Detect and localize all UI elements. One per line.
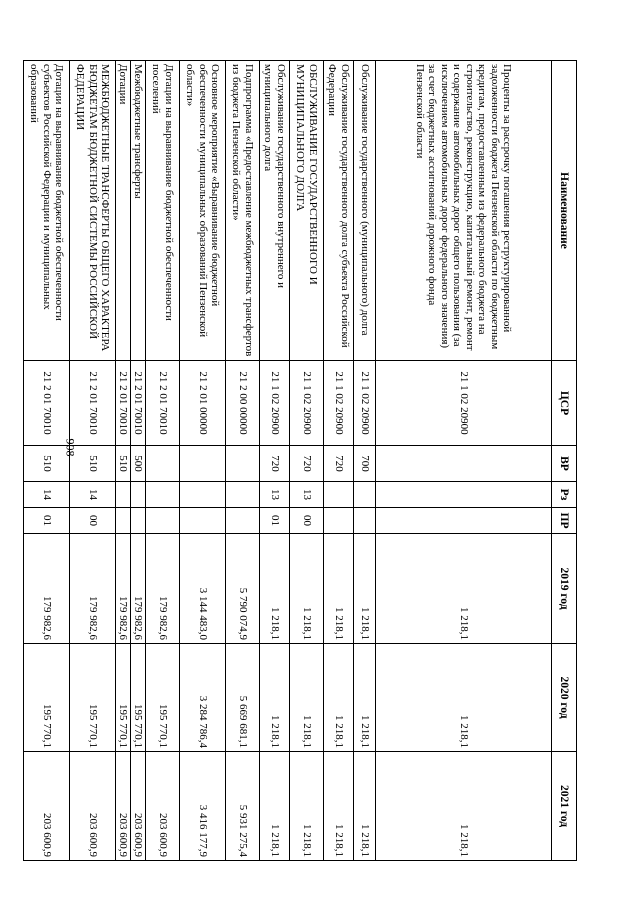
row-2020: 195 770,1 [24,644,70,752]
row-rz [180,482,226,508]
row-2020: 3 284 786,4 [180,644,226,752]
row-rz: 14 [24,482,70,508]
header-name: Наименование [552,61,577,361]
row-2019: 1 218,1 [260,534,290,644]
row-name: ОБСЛУЖИВАНИЕ ГОСУДАРСТВЕННОГО И МУНИЦИПАЛЬНОГО ДОЛГА [290,61,324,361]
row-csr: 21 2 01 70010 [116,361,131,446]
row-2019: 1 218,1 [376,534,552,644]
row-2020: 195 770,1 [70,644,116,752]
row-vr: 700 [354,446,376,482]
row-pr [354,508,376,534]
table-row [131,61,146,861]
row-2020: 1 218,1 [354,644,376,752]
row-csr: 21 2 01 70010 [131,361,146,446]
row-csr: 21 2 01 70010 [24,361,70,446]
row-rz [131,482,146,508]
row-2021: 3 416 177,9 [180,752,226,861]
table-row [354,61,376,861]
row-vr: 510 [24,446,70,482]
row-name: МЕЖБЮДЖЕТНЫЕ ТРАНСФЕРТЫ ОБЩЕГО ХАРАКТЕРА БЮДЖЕТАМ БЮДЖЕТНОЙ СИСТЕМЫ РОССИЙСКОЙ ФЕДЕРАЦИИ [70,61,116,361]
table-row [116,61,131,861]
row-rz [116,482,131,508]
row-rz: 14 [70,482,116,508]
table-row [324,61,354,861]
row-name: Подпрограмма «Предоставление межбюджетных трансфертов из бюджета Пензенской области» [226,61,260,361]
row-rz: 13 [290,482,324,508]
budget-table [23,60,577,861]
row-name: Дотации [116,61,131,361]
row-2020: 1 218,1 [324,644,354,752]
row-name: Дотации на выравнивание бюджетной обеспеченности субъектов Российской Федерации и муниципальных образований [24,61,70,361]
row-csr: 21 1 02 20900 [376,361,552,446]
row-2020: 1 218,1 [376,644,552,752]
row-pr [226,508,260,534]
row-csr: 21 1 02 20900 [354,361,376,446]
row-2020: 1 218,1 [260,644,290,752]
table-row [180,61,226,861]
row-pr: 01 [24,508,70,534]
row-rz [226,482,260,508]
table-row [146,61,180,861]
table-row [260,61,290,861]
header-pr: ПР [552,508,577,534]
row-pr [180,508,226,534]
header-2020: 2020 год [552,644,577,752]
row-vr [226,446,260,482]
row-pr [146,508,180,534]
row-pr [324,508,354,534]
row-vr: 720 [260,446,290,482]
table-row [70,61,116,861]
table-row [376,61,552,861]
row-2021: 1 218,1 [260,752,290,861]
row-vr: 720 [324,446,354,482]
row-csr: 21 1 02 20900 [260,361,290,446]
row-csr: 21 2 00 00000 [226,361,260,446]
header-vr: ВР [552,446,577,482]
row-vr: 500 [131,446,146,482]
row-2019: 3 144 483,0 [180,534,226,644]
header-csr: ЦСР [552,361,577,446]
row-pr: 00 [70,508,116,534]
header-2019: 2019 год [552,534,577,644]
row-2019: 1 218,1 [354,534,376,644]
row-vr [146,446,180,482]
row-pr [376,508,552,534]
row-csr: 21 2 01 70010 [146,361,180,446]
row-2020: 1 218,1 [290,644,324,752]
header-2021: 2021 год [552,752,577,861]
row-2019: 179 982,6 [70,534,116,644]
row-csr: 21 1 02 20900 [290,361,324,446]
row-name: Проценты за рассрочку погашения реструктурированной задолженности бюджета Пензенской области по бюджетным кредитам, предоставленным из федерального бюджета на строительство, реконструкцию, капитальный ремонт, ремонт и содержание автомобильных дорог общего пользования (за исключением автомобильных дорог федерального значения) за счет бюджетных ассигнований дорожного фонда Пензенской области [376,61,552,361]
row-2021: 203 600,9 [131,752,146,861]
row-2019: 179 982,6 [116,534,131,644]
row-csr: 21 2 01 70010 [70,361,116,446]
row-rz [354,482,376,508]
row-rz: 13 [260,482,290,508]
row-name: Межбюджетные трансферты [131,61,146,361]
row-pr: 01 [260,508,290,534]
row-name: Обслуживание государственного внутреннего и муниципального долга [260,61,290,361]
row-2019: 179 982,6 [24,534,70,644]
row-csr: 21 2 01 00000 [180,361,226,446]
row-rz [376,482,552,508]
row-2020: 195 770,1 [146,644,180,752]
row-pr [131,508,146,534]
row-pr [116,508,131,534]
row-name: Дотации на выравнивание бюджетной обеспеченности поселений [146,61,180,361]
table-row [290,61,324,861]
row-2021: 1 218,1 [354,752,376,861]
row-vr: 720 [290,446,324,482]
row-2021: 1 218,1 [324,752,354,861]
row-2021: 203 600,9 [116,752,131,861]
row-rz [324,482,354,508]
row-2019: 5 790 074,9 [226,534,260,644]
row-2019: 1 218,1 [324,534,354,644]
row-name: Основное мероприятие «Выравнивание бюджетной обеспеченности муниципальных образований Пензенской области» [180,61,226,361]
row-2021: 203 600,9 [146,752,180,861]
row-vr [376,446,552,482]
row-2021: 1 218,1 [290,752,324,861]
row-2019: 179 982,6 [146,534,180,644]
row-2021: 5 931 275,4 [226,752,260,861]
table-header-row [552,61,577,861]
row-2020: 195 770,1 [131,644,146,752]
row-2019: 179 982,6 [131,534,146,644]
row-vr: 510 [116,446,131,482]
row-name: Обслуживание государственного (муниципального) долга [354,61,376,361]
row-pr: 00 [290,508,324,534]
row-vr [180,446,226,482]
header-rz: Рз [552,482,577,508]
row-csr: 21 1 02 20900 [324,361,354,446]
row-rz [146,482,180,508]
row-name: Обслуживание государственного долга субъекта Российской Федерации [324,61,354,361]
row-vr: 510 [70,446,116,482]
row-2021: 203 600,9 [24,752,70,861]
table-row [226,61,260,861]
row-2019: 1 218,1 [290,534,324,644]
table-row [24,61,70,861]
row-2021: 1 218,1 [376,752,552,861]
row-2020: 5 669 681,1 [226,644,260,752]
row-2020: 195 770,1 [116,644,131,752]
row-2021: 203 600,9 [70,752,116,861]
page-number: 908 [63,438,78,457]
